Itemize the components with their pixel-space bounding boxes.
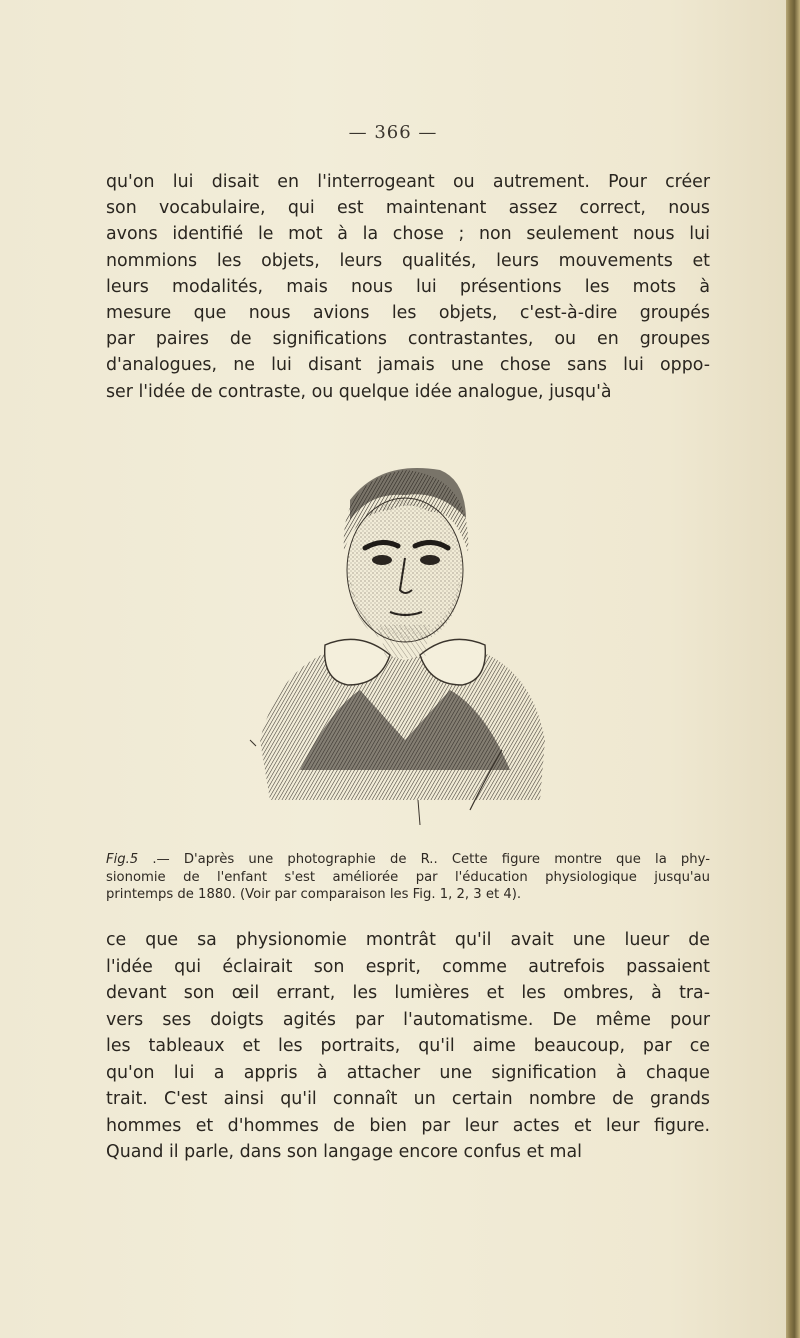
page-number: — 366 — xyxy=(348,122,438,143)
text-line: vers ses doigts agités par l'automatisme. De même pour xyxy=(106,1009,710,1030)
figure-label: Fig.5 xyxy=(106,852,139,867)
text-line: son vocabulaire, qui est maintenant assez correct, nous xyxy=(106,198,710,219)
portrait-figure xyxy=(240,440,570,830)
text-line: par paires de significations contrastantes, ou en groupes xyxy=(106,329,710,350)
text-line: d'analogues, ne lui disant jamais une chose sans lui oppo- xyxy=(106,355,710,376)
text-line: hommes et d'hommes de bien par leur actes et leur figure. xyxy=(106,1115,710,1136)
paragraph-top xyxy=(106,169,710,405)
paragraph-bottom xyxy=(106,927,710,1166)
text-line: mesure que nous avions les objets, c'est-à-dire groupés xyxy=(106,303,710,324)
caption-text: .— D'après une photographie de R.. Cette figure montre que la phy- xyxy=(138,852,710,867)
text-line: Quand il parle, dans son langage encore confus et mal xyxy=(106,1142,582,1162)
figure-caption xyxy=(106,851,710,904)
caption-line xyxy=(106,851,710,869)
text-line: l'idée qui éclairait son esprit, comme autrefois passaient xyxy=(106,956,710,977)
text-line: qu'on lui a appris à attacher une signification à chaque xyxy=(106,1062,710,1083)
text-line: les tableaux et les portraits, qu'il aime beaucoup, par ce xyxy=(106,1036,710,1056)
text-line: devant son œil errant, les lumières et les ombres, à tra- xyxy=(106,983,710,1003)
text-line: nommions les objets, leurs qualités, leurs mouvements et xyxy=(106,250,710,271)
page-binding-edge xyxy=(786,0,800,1338)
text-line: avons identifié le mot à la chose ; non seulement nous lui xyxy=(106,224,710,245)
portrait-engraving-icon xyxy=(240,440,570,830)
caption-line: sionomie de l'enfant s'est améliorée par l'éducation physiologique jusqu'au xyxy=(106,869,710,885)
text-line: trait. C'est ainsi qu'il connaît un certain nombre de grands xyxy=(106,1089,710,1109)
text-line: ce que sa physionomie montrât qu'il avait une lueur de xyxy=(106,930,710,950)
text-line: leurs modalités, mais nous lui présentions les mots à xyxy=(106,276,710,297)
text-line: ser l'idée de contraste, ou quelque idée analogue, jusqu'à xyxy=(106,381,612,402)
text-line: qu'on lui disait en l'interrogeant ou autrement. Pour créer xyxy=(106,172,710,192)
caption-line: printemps de 1880. (Voir par comparaison les Fig. 1, 2, 3 et 4). xyxy=(106,887,522,903)
